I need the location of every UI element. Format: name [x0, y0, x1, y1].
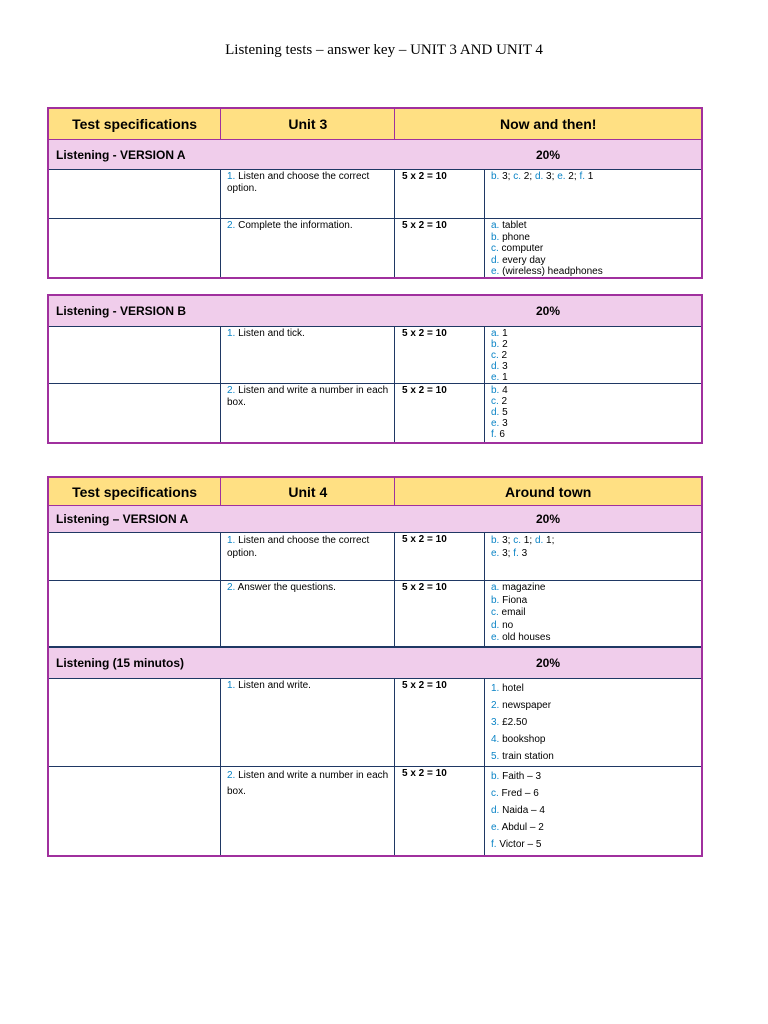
- answer-key: f.: [579, 171, 585, 182]
- table-row: [49, 679, 701, 767]
- answer-line: e. 3: [491, 418, 508, 429]
- task-cell: [221, 327, 395, 383]
- task-number: 2.: [227, 582, 236, 593]
- spec-cell: [49, 327, 221, 383]
- answer-line: b. 4: [491, 385, 508, 396]
- answer-line: b. 3; c. 1; d. 1;: [491, 535, 555, 546]
- answer-line: d. 3: [491, 361, 508, 372]
- task-text: Listen and write.: [235, 680, 311, 691]
- answer-cell: [485, 219, 701, 277]
- header-unit-topic: Around town: [505, 483, 592, 500]
- task-cell: [221, 581, 395, 646]
- table-row: [49, 581, 701, 647]
- score-cell: 5 x 2 = 10: [395, 219, 485, 277]
- unit4-table: [47, 476, 703, 857]
- task-cell: [221, 533, 395, 580]
- spec-cell: [49, 170, 221, 218]
- answer-value: 1: [585, 171, 594, 182]
- answer-line: a. magazine: [491, 582, 546, 593]
- header-unit: Unit 3: [221, 109, 395, 139]
- answer-cell: [485, 533, 701, 580]
- spec-cell: [49, 767, 221, 855]
- answer-key: d.: [534, 171, 544, 182]
- answer-key: c.: [513, 171, 522, 182]
- task-text: Answer the questions.: [235, 582, 336, 593]
- task-text: Listen and write a number in each box.: [227, 385, 389, 408]
- answer-line: d. 5: [491, 407, 508, 418]
- task-number: 2.: [227, 385, 236, 396]
- answer-line: a. 1: [491, 328, 508, 339]
- score-cell: 5 x 2 = 10: [395, 581, 485, 646]
- answer-cell: [485, 581, 701, 646]
- task-cell: [221, 219, 395, 277]
- spec-cell: [49, 533, 221, 580]
- section-percent: 20%: [535, 147, 561, 162]
- answer-line: e. 3; f. 3: [491, 548, 528, 559]
- section-label: Listening (15 minutos): [56, 656, 185, 670]
- header-unit: Unit 4: [221, 478, 395, 505]
- answer-cell: [485, 767, 701, 855]
- answer-value: 3;: [499, 171, 514, 182]
- spec-cell: [49, 581, 221, 646]
- score-cell: 5 x 2 = 10: [395, 767, 485, 855]
- answer-line: b. 2: [491, 339, 508, 350]
- table-row: [49, 384, 701, 442]
- document-title: Listening tests – answer key – UNIT 3 AND UNIT 4: [225, 42, 543, 58]
- answer-key: e.: [557, 171, 566, 182]
- answer-value: 2;: [565, 171, 580, 182]
- task-number: 1.: [227, 680, 236, 691]
- task-text: Listen and write a number in each box.: [227, 770, 389, 797]
- answer-line: e. 1: [491, 372, 508, 383]
- answer-cell: [485, 170, 701, 218]
- task-text: Listen and choose the correct option.: [227, 171, 370, 194]
- answer-line: d. every day: [491, 254, 546, 266]
- score-cell: 5 x 2 = 10: [395, 679, 485, 766]
- answer-line: c. 2: [491, 396, 508, 407]
- table-row: [49, 767, 701, 855]
- section-percent: 20%: [535, 512, 561, 526]
- task-number: 1.: [227, 535, 236, 546]
- unit3-version-b-table: [47, 294, 703, 444]
- answer-line: c. computer: [491, 243, 544, 254]
- section-percent: 20%: [535, 304, 561, 318]
- header-unit-topic: Now and then!: [499, 116, 597, 132]
- task-number: 2.: [227, 770, 236, 781]
- score-cell: 5 x 2 = 10: [395, 384, 485, 442]
- answer-line: d. no: [491, 619, 514, 631]
- header-test-specifications: Test specifications: [49, 478, 221, 505]
- section-label: Listening – VERSION A: [56, 512, 189, 526]
- task-cell: [221, 170, 395, 218]
- table-row: [49, 533, 701, 581]
- answer-line: 5. train station: [491, 751, 554, 762]
- answer-line: b. Fiona: [491, 594, 528, 606]
- spec-cell: [49, 219, 221, 277]
- answer-cell: [485, 384, 701, 442]
- answer-line: 2. newspaper: [491, 700, 552, 711]
- answer-line: b. phone: [491, 231, 530, 243]
- answer-line: d. Naida – 4: [491, 805, 545, 816]
- unit3-version-a-table: [47, 107, 703, 279]
- answer-value: 3;: [543, 171, 558, 182]
- spec-cell: [49, 679, 221, 766]
- task-cell: [221, 767, 395, 855]
- answer-line: [491, 171, 593, 182]
- task-text: Listen and tick.: [235, 328, 305, 339]
- answer-line: e. old houses: [491, 632, 551, 644]
- answer-line: c. email: [491, 607, 526, 619]
- task-text: Complete the information.: [235, 220, 353, 231]
- answer-line: a. tablet: [491, 220, 527, 231]
- answer-line: c. Fred – 6: [491, 788, 539, 799]
- header-test-specifications: Test specifications: [49, 109, 221, 139]
- answer-line: 4. bookshop: [491, 734, 546, 745]
- answer-cell: [485, 679, 701, 766]
- section-label: Listening - VERSION B: [56, 304, 187, 318]
- score-cell: 5 x 2 = 10: [395, 170, 485, 218]
- answer-line: f. 6: [491, 429, 505, 440]
- table-row: [49, 327, 701, 384]
- answer-line: e. (wireless) headphones: [491, 266, 603, 277]
- answer-key: b.: [491, 171, 500, 182]
- table-header: [49, 109, 701, 140]
- task-number: 1.: [227, 328, 236, 339]
- section-percent: 20%: [535, 656, 561, 670]
- answer-line: b. Faith – 3: [491, 771, 542, 782]
- task-number: 2.: [227, 220, 236, 231]
- table-row: [49, 170, 701, 219]
- answer-line: c. 2: [491, 350, 508, 361]
- score-cell: 5 x 2 = 10: [395, 533, 485, 580]
- task-number: 1.: [227, 171, 236, 182]
- answer-line: 1. hotel: [491, 683, 524, 694]
- answer-cell: [485, 327, 701, 383]
- answer-line: f. Victor – 5: [491, 839, 542, 850]
- task-cell: [221, 384, 395, 442]
- answer-line: 3. £2.50: [491, 717, 528, 728]
- score-cell: 5 x 2 = 10: [395, 327, 485, 383]
- answer-line: e. Abdul – 2: [491, 822, 544, 833]
- table-row: [49, 219, 701, 277]
- section-row: [49, 140, 701, 170]
- task-cell: [221, 679, 395, 766]
- section-label: Listening - VERSION A: [56, 147, 186, 162]
- table-header: [49, 478, 701, 506]
- section-row: [49, 647, 701, 679]
- section-row: [49, 506, 701, 533]
- task-text: Listen and choose the correct option.: [227, 535, 370, 559]
- answer-value: 2;: [521, 171, 535, 182]
- spec-cell: [49, 384, 221, 442]
- section-row: [49, 296, 701, 327]
